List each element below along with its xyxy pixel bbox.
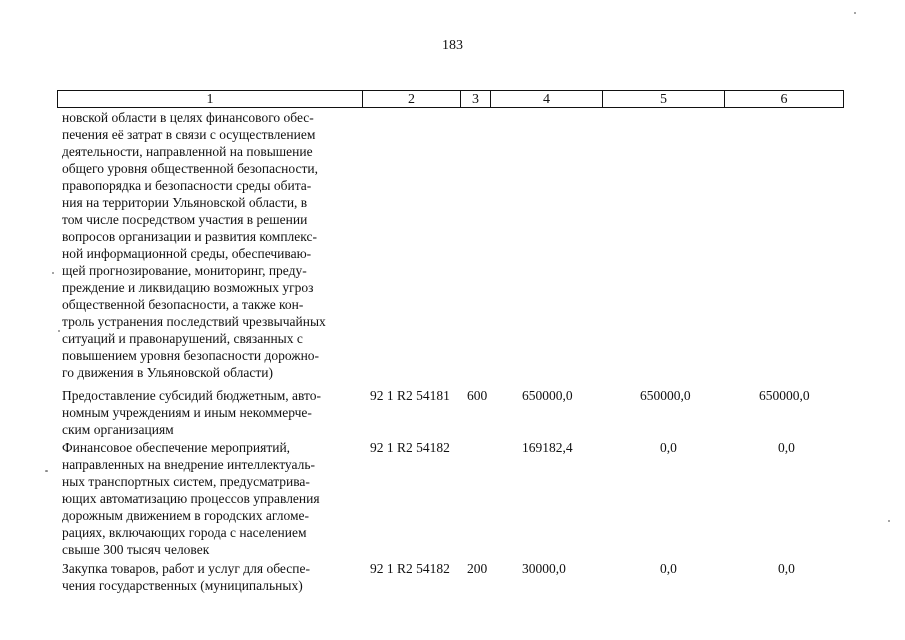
amount-col-4: 650000,0: [522, 388, 573, 403]
target-code: 92 1 R2 54181: [370, 388, 450, 403]
description-line: свыше 300 тысяч человек: [62, 542, 210, 557]
amount-col-6: 0,0: [778, 561, 795, 576]
table-header-row: [57, 90, 844, 108]
target-code: 92 1 R2 54182: [370, 440, 450, 455]
description-line: ных транспортных систем, предусматрива-: [62, 474, 310, 489]
scan-speck: [52, 272, 54, 274]
description-line: ния на территории Ульяновской области, в: [62, 195, 308, 210]
description-line: троль устранения последствий чрезвычайных: [62, 314, 326, 329]
description-line: направленных на внедрение интеллектуаль-: [62, 457, 315, 472]
scan-speck: [888, 520, 890, 522]
description-line: номным учреждениям и иным некоммерче-: [62, 405, 312, 420]
description-line: ющих автоматизацию процессов управления: [62, 491, 320, 506]
description-line: рациях, включающих города с населением: [62, 525, 307, 540]
description-line: том числе посредством участия в решении: [62, 212, 308, 227]
row-description: [62, 387, 357, 438]
description-line: ситуаций и правонарушений, связанных с: [62, 331, 303, 346]
page-number: 183: [442, 38, 463, 53]
description-line: новской области в целях финансового обес-: [62, 110, 314, 125]
description-line: чения государственных (муниципальных): [62, 578, 303, 593]
target-code: 92 1 R2 54182: [370, 561, 450, 576]
description-line: дорожным движением в городских агломе-: [62, 508, 309, 523]
description-line: щей прогнозирование, мониторинг, преду-: [62, 263, 307, 278]
row-description: [62, 439, 357, 558]
description-line: Закупка товаров, работ и услуг для обеспе-: [62, 561, 310, 576]
column-header-5: 5: [603, 91, 725, 107]
description-line: деятельности, направленной на повышение: [62, 144, 313, 159]
amount-col-5: 650000,0: [640, 388, 691, 403]
column-header-2: 2: [363, 91, 461, 107]
description-line: ским организациям: [62, 422, 174, 437]
description-line: Финансовое обеспечение мероприятий,: [62, 440, 291, 455]
scan-speck: [45, 470, 48, 472]
scan-speck: [854, 12, 856, 14]
column-header-1: 1: [58, 91, 363, 107]
description-line: вопросов организации и развития комплекс-: [62, 229, 317, 244]
scan-speck: [58, 330, 60, 332]
expense-type: 600: [467, 388, 488, 403]
amount-col-6: 0,0: [778, 440, 795, 455]
row-description: [62, 109, 357, 381]
amount-col-5: 0,0: [660, 440, 677, 455]
description-line: Предоставление субсидий бюджетным, авто-: [62, 388, 321, 403]
column-header-4: 4: [491, 91, 603, 107]
description-line: го движения в Ульяновской области): [62, 365, 273, 380]
amount-col-4: 169182,4: [522, 440, 573, 455]
description-line: преждение и ликвидацию возможных угроз: [62, 280, 314, 295]
row-description: [62, 560, 357, 594]
description-line: повышением уровня безопасности дорожно-: [62, 348, 320, 363]
description-line: общественной безопасности, а также кон-: [62, 297, 304, 312]
description-line: общего уровня общественной безопасности,: [62, 161, 318, 176]
expense-type: 200: [467, 561, 488, 576]
description-line: правопорядка и безопасности среды обита-: [62, 178, 312, 193]
description-line: ной информационной среды, обеспечиваю-: [62, 246, 312, 261]
amount-col-4: 30000,0: [522, 561, 566, 576]
amount-col-6: 650000,0: [759, 388, 810, 403]
description-line: печения её затрат в связи с осуществлением: [62, 127, 316, 142]
amount-col-5: 0,0: [660, 561, 677, 576]
column-header-3: 3: [461, 91, 491, 107]
column-header-6: 6: [780, 92, 788, 107]
